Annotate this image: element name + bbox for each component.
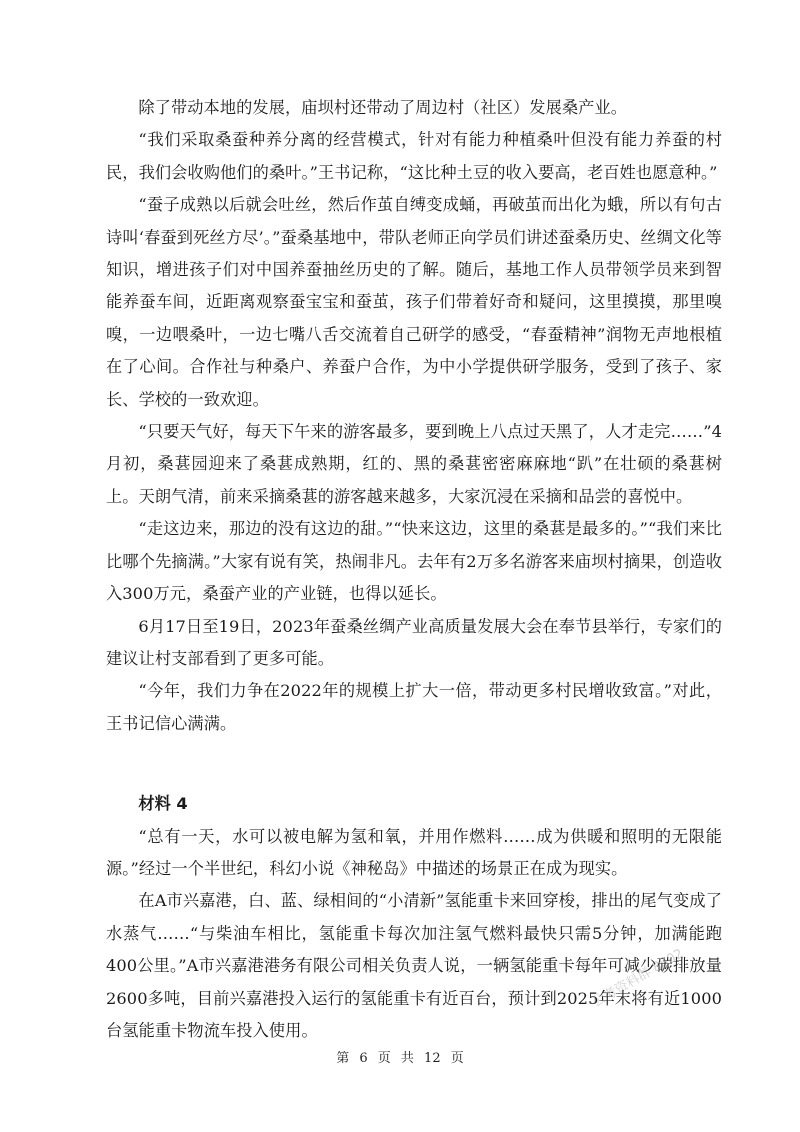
paragraph: “今年，我们力争在2022年的规模上扩大一倍，带动更多村民增收致富。”对此，王书记信心满满。: [106, 681, 722, 733]
document-body: [106, 92, 722, 1047]
paragraph: 在A市兴嘉港，白、蓝、绿相间的“小清新”氢能重卡来回穿梭，排出的尾气变成了水蒸气……“与柴油车相比，氢能重卡每次加注氢气燃料最快只需5分钟，加满能跑400公里。”A市兴嘉港港务有限公司相关负责人说，一辆氢能重卡每年可减少碳排放量2600多吨，目前兴嘉港投入运行的氢能重卡有近百台，预计到2025年末将有近1000台氢能重卡物流车投入使用。: [106, 891, 722, 1040]
section-heading: 材料 4: [138, 794, 188, 814]
paragraph: “走这边来，那边的没有这边的甜。”“快来这边，这里的桑葚是最多的。”“我们来比比哪个先摘满。”大家有说有笑，热闹非凡。去年有2万多名游客来庙坝村摘果，创造收入300万元，桑蚕产业的产业链，也得以延长。: [106, 519, 722, 604]
paragraph: “只要天气好，每天下午来的游客最多，要到晚上八点过天黑了，人才走完……”4月初，桑葚园迎来了桑葚成熟期，红的、黑的桑葚密密麻麻地“趴”在壮硕的桑葚树上。天朗气清，前来采摘桑葚的游客越来越多，大家沉浸在采摘和品尝的喜悦中。: [106, 422, 722, 506]
paragraph: “蚕子成熟以后就会吐丝，然后作茧自缚变成蛹，再破茧而出化为蛾，所以有句古诗叫‘春蚕到死丝方尽’。”蚕桑基地中，带队老师正向学员们讲述蚕桑历史、丝绸文化等知识，增进孩子们对中国养蚕抽丝历史的了解。随后，基地工作人员带领学员来到智能养蚕车间，近距离观察蚕宝宝和蚕茧，孩子们带着好奇和疑问，这里摸摸，那里嗅嗅，一边喂桑叶，一边七嘴八舌交流着自己研学的感受，“春蚕精神”润物无声地根植在了心间。合作社与种桑户、养蚕户合作，为中小学提供研学服务，受到了孩子、家长、学校的一致欢迎。: [106, 195, 722, 409]
paragraph: 除了带动本地的发展，庙坝村还带动了周边村（社区）发展桑产业。: [138, 98, 628, 117]
watermark: 公考资料群 8802: [590, 946, 687, 1011]
page-footer: 第 6 页 共 12 页: [336, 1051, 464, 1066]
section-spacer: [106, 740, 722, 788]
paragraph: 6月17日至19日，2023年蚕桑丝绸产业高质量发展大会在奉节县举行，专家们的建议让村支部看到了更多可能。: [106, 616, 722, 668]
paragraph: “总有一天，水可以被电解为氢和氧，并用作燃料……成为供暖和照明的无限能源。”经过一个半世纪，科幻小说《神秘岛》中描述的场景正在成为现实。: [106, 826, 722, 878]
paragraph: “我们采取桑蚕种养分离的经营模式，针对有能力种植桑叶但没有能力养蚕的村民，我们会收购他们的桑叶。”王书记称，“这比种土豆的收入要高，老百姓也愿意种。”: [106, 130, 722, 182]
